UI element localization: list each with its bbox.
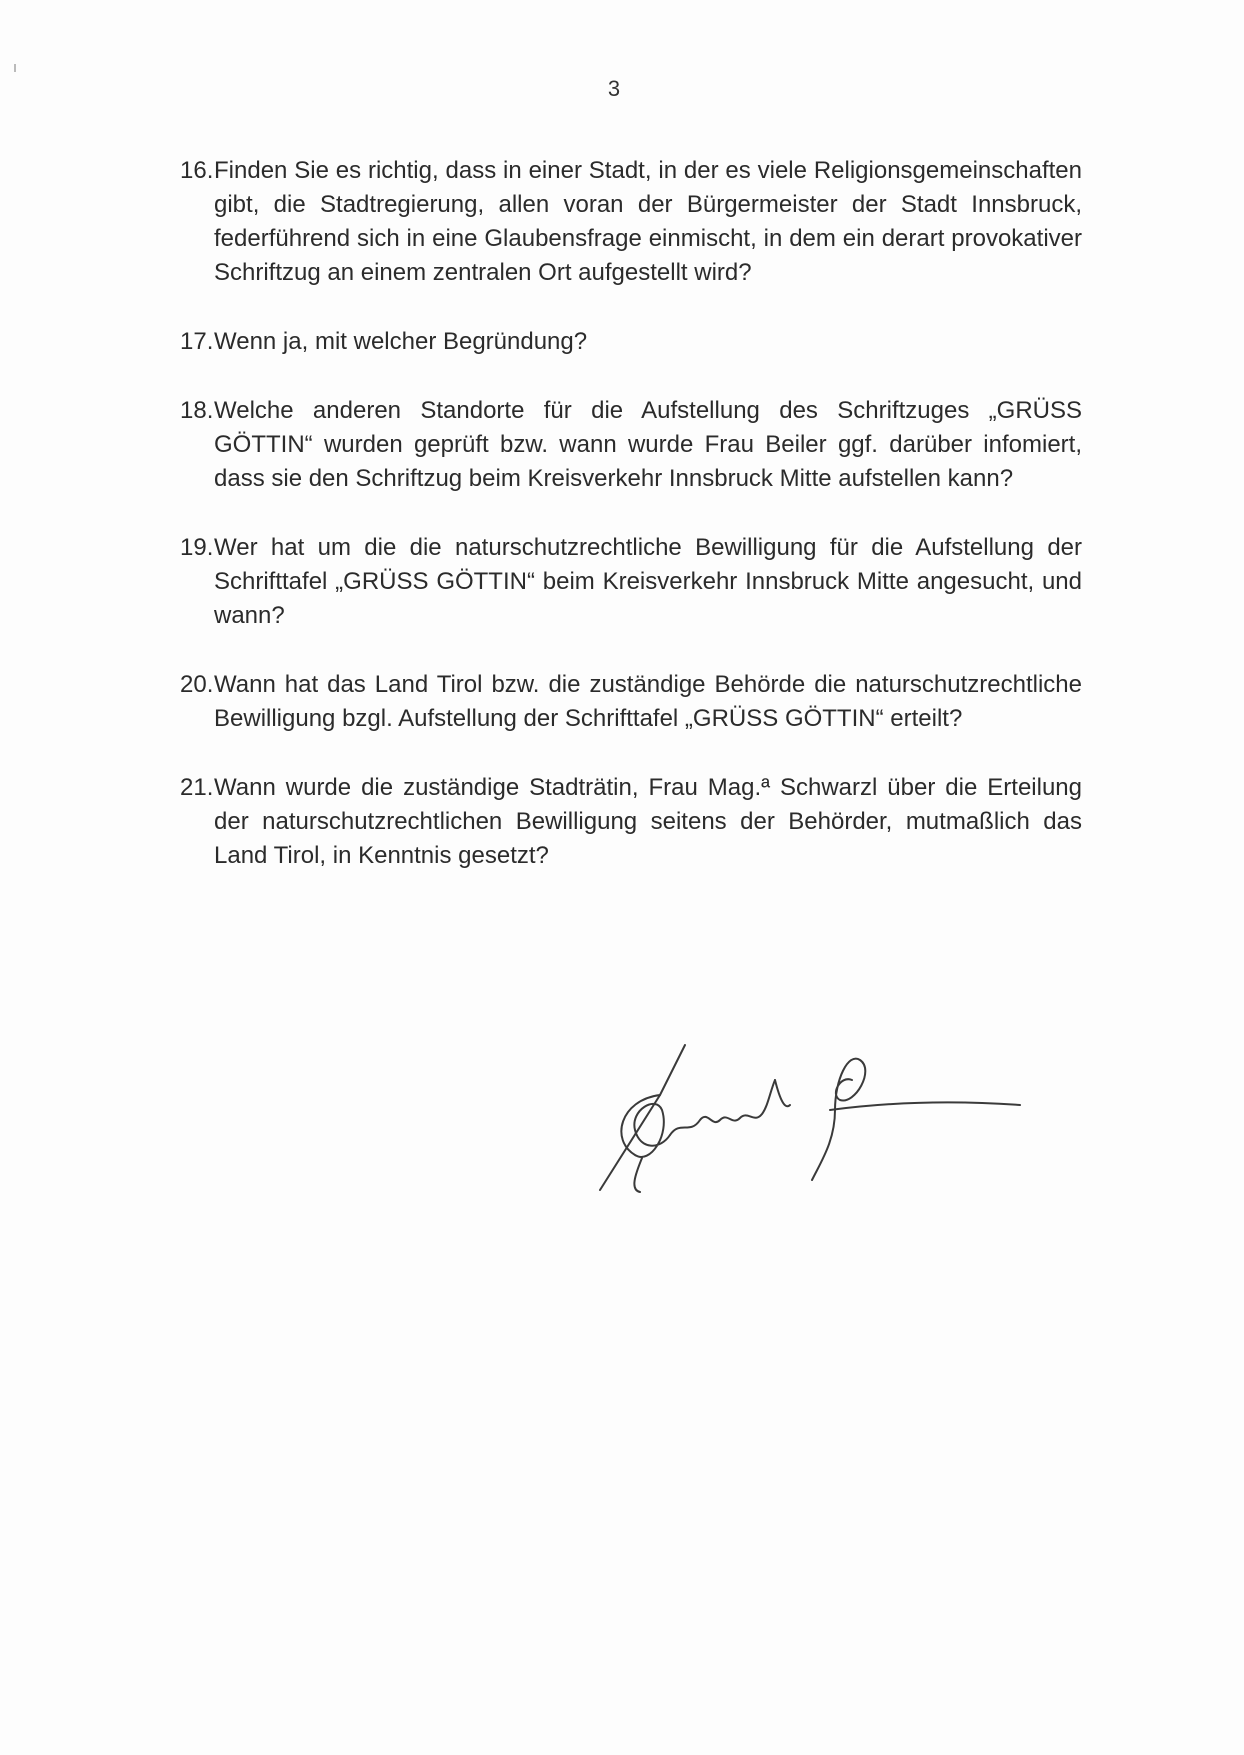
question-list	[180, 154, 1082, 908]
question-text: Welche anderen Standorte für die Aufstellung des Schriftzuges „GRÜSS GÖTTIN“ wurden geprüft bzw. wann wurde Frau Beiler ggf. darüber infomiert, dass sie den Schriftzug beim Kreisverkehr Innsbruck Mitte aufstellen kann?	[214, 397, 1082, 492]
question-number: 19.	[180, 534, 214, 561]
question-item	[180, 668, 1082, 736]
question-number: 16.	[180, 157, 214, 184]
question-number: 21.	[180, 774, 214, 801]
scan-mark	[14, 64, 16, 72]
question-number: 17.	[180, 328, 214, 355]
question-text: Wer hat um die die naturschutzrechtliche Bewilligung für die Aufstellung der Schrifttafel „GRÜSS GÖTTIN“ beim Kreisverkehr Innsbruck Mitte angesucht, und wann?	[214, 534, 1082, 629]
question-number: 18.	[180, 397, 214, 424]
handwritten-signature	[590, 1040, 1030, 1210]
question-number: 20.	[180, 671, 214, 698]
question-item	[180, 771, 1082, 873]
question-item	[180, 154, 1082, 290]
question-item	[180, 394, 1082, 496]
question-text: Wann wurde die zuständige Stadträtin, Frau Mag.ª Schwarzl über die Erteilung der naturschutzrechtlichen Bewilligung seitens der Behörder, mutmaßlich das Land Tirol, in Kenntnis gesetzt?	[214, 774, 1082, 869]
question-item	[180, 531, 1082, 633]
page-number: 3	[607, 76, 621, 101]
question-text: Wenn ja, mit welcher Begründung?	[214, 328, 588, 355]
question-text: Finden Sie es richtig, dass in einer Stadt, in der es viele Religionsgemeinschaften gibt, die Stadtregierung, allen voran der Bürgermeister der Stadt Innsbruck, federführend sich in eine Glaubensfrage einmischt, in dem ein derart provokativer Schriftzug an einem zentralen Ort aufgestellt wird?	[214, 157, 1082, 286]
question-item	[180, 325, 1082, 359]
question-text: Wann hat das Land Tirol bzw. die zuständige Behörde die naturschutzrechtliche Bewilligung bzgl. Aufstellung der Schrifttafel „GRÜSS GÖTTIN“ erteilt?	[214, 671, 1082, 732]
